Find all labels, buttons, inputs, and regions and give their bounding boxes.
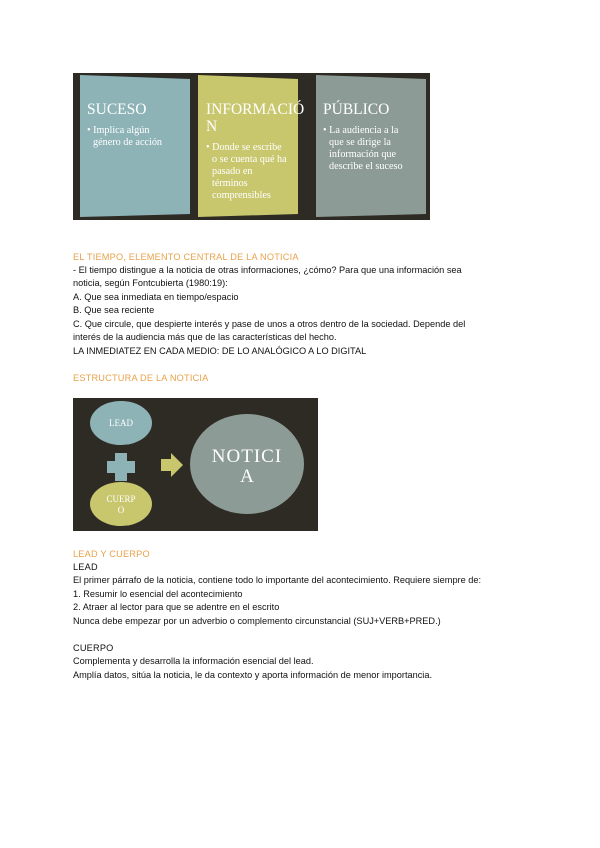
lead-label: LEAD <box>109 418 133 428</box>
tiempo-line-7: LA INMEDIATEZ EN CADA MEDIO: DE LO ANALÓGICO A LO DIGITAL <box>73 346 367 356</box>
publico-text-2: que se dirige la <box>329 137 391 148</box>
tiempo-line-3: A. Que sea inmediata en tiempo/espacio <box>73 292 239 302</box>
suceso-text-2: género de acción <box>93 137 163 148</box>
heading-lead-cuerpo: LEAD Y CUERPO <box>73 549 150 559</box>
suceso-informacion-publico-diagram <box>73 73 430 220</box>
tiempo-line-4: B. Que sea reciente <box>73 305 155 315</box>
informacion-text-4: términos <box>212 178 248 189</box>
noticia-label-2: A <box>240 466 254 487</box>
cuerpo-label-1: CUERP <box>106 494 136 504</box>
informacion-text-1: • Donde se escribe <box>206 142 282 153</box>
lead-line-4: Nunca debe empezar por un adverbio o complemento circunstancial (SUJ+VERB+PRED.) <box>73 616 441 626</box>
publico-text-1: • La audiencia a la <box>323 125 399 136</box>
heading-tiempo: EL TIEMPO, ELEMENTO CENTRAL DE LA NOTICIA <box>73 252 299 262</box>
arrow-right-icon <box>161 453 183 477</box>
cuerpo-line-1: Complementa y desarrolla la información esencial del lead. <box>73 656 314 666</box>
cuerpo-label-2: O <box>117 505 125 515</box>
tiempo-line-1: - El tiempo distingue a la noticia de otras informaciones, ¿cómo? Para que una información sea <box>73 265 462 275</box>
tiempo-line-6: interés de la audiencia más que de las características del hecho. <box>73 332 337 342</box>
informacion-text-2: o se cuenta qué ha <box>212 154 287 165</box>
publico-text-4: describe el suceso <box>329 161 403 172</box>
cuerpo-circle <box>90 482 152 526</box>
cuerpo-title: CUERPO <box>73 643 114 653</box>
tiempo-line-2: noticia, según Fontcubierta (1980:19): <box>73 278 228 288</box>
suceso-text-1: • Implica algún <box>87 125 150 136</box>
lead-line-1: El primer párrafo de la noticia, contiene todo lo importante del acontecimiento. Requiere siempre de: <box>73 575 482 585</box>
publico-title: PÚBLICO <box>323 101 390 118</box>
informacion-text-5: comprensibles <box>212 190 271 201</box>
lead-line-3: 2. Atraer al lector para que se adentre en el escrito <box>73 602 280 612</box>
noticia-label-1: NOTICI <box>211 446 283 467</box>
suceso-title: SUCESO <box>87 101 147 118</box>
informacion-title-1: INFORMACIÓ <box>206 101 305 118</box>
estructura-noticia-diagram <box>73 398 318 531</box>
heading-estructura: ESTRUCTURA DE LA NOTICIA <box>73 373 209 383</box>
publico-text-3: información que <box>329 149 397 160</box>
cuerpo-line-2: Amplía datos, sitúa la noticia, le da contexto y aporta información de menor importancia. <box>73 670 433 680</box>
lead-line-2: 1. Resumir lo esencial del acontecimiento <box>73 589 243 599</box>
lead-title: LEAD <box>73 562 98 572</box>
informacion-title-2: N <box>206 118 218 135</box>
plus-icon <box>107 453 135 481</box>
informacion-text-3: pasado en <box>212 166 253 177</box>
tiempo-line-5: C. Que circule, que despierte interés y pase de unos a otros dentro de la sociedad. Depende del <box>73 319 466 329</box>
